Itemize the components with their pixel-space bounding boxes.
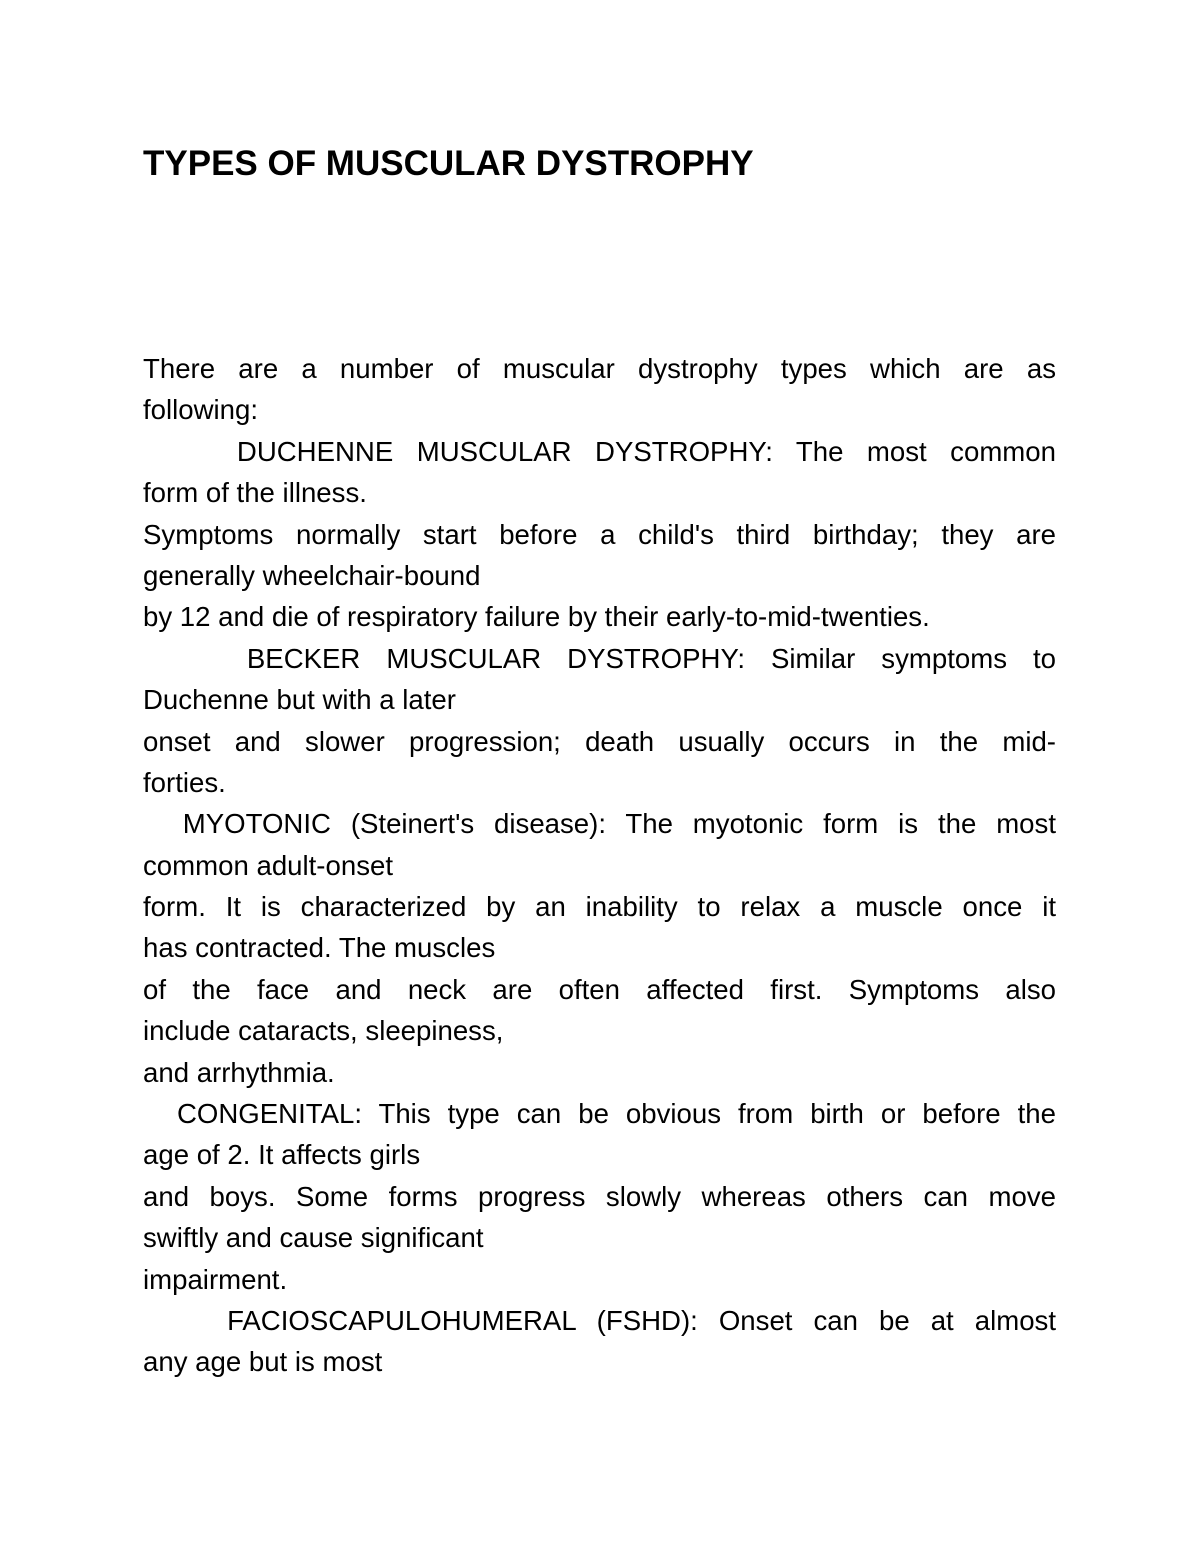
text-line: age of 2. It affects girls	[143, 1139, 421, 1171]
text-line: CONGENITAL: This type can be obvious from birth or before the	[143, 1098, 1056, 1130]
text-line: Duchenne but with a later	[143, 684, 456, 716]
text-line: There are a number of muscular dystrophy types which are as	[143, 353, 1056, 384]
text-line: FACIOSCAPULOHUMERAL (FSHD): Onset can be at almost	[143, 1304, 1056, 1336]
text-line: form. It is characterized by an inability to relax a muscle once it	[143, 891, 1056, 923]
text-line: DUCHENNE MUSCULAR DYSTROPHY: The most common	[143, 435, 1056, 467]
text-line: form of the illness.	[143, 477, 367, 509]
text-line: and arrhythmia.	[143, 1056, 335, 1088]
text-line: any age but is most	[143, 1346, 383, 1378]
text-line: include cataracts, sleepiness,	[143, 1015, 504, 1047]
page-title: TYPES OF MUSCULAR DYSTROPHY	[143, 144, 754, 183]
text-line: following:	[143, 394, 259, 426]
text-line: common adult-onset	[143, 849, 394, 881]
text-line: BECKER MUSCULAR DYSTROPHY: Similar symptoms to	[143, 642, 1056, 674]
text-line: has contracted. The muscles	[143, 932, 496, 964]
text-line: of the face and neck are often affected first. Symptoms also	[143, 973, 1056, 1005]
text-line: swiftly and cause significant	[143, 1222, 484, 1254]
text-line: generally wheelchair-bound	[143, 559, 481, 591]
text-line: Symptoms normally start before a child's third birthday; they are	[143, 518, 1056, 550]
text-line: forties.	[143, 766, 226, 798]
text-line: MYOTONIC (Steinert's disease): The myotonic form is the most	[143, 808, 1056, 840]
body-text	[143, 348, 1056, 1383]
text-line: and boys. Some forms progress slowly whereas others can move	[143, 1180, 1056, 1212]
text-line: onset and slower progression; death usually occurs in the mid-	[143, 725, 1056, 757]
text-line: by 12 and die of respiratory failure by their early-to-mid-twenties.	[143, 601, 930, 633]
text-line: impairment.	[143, 1263, 288, 1295]
